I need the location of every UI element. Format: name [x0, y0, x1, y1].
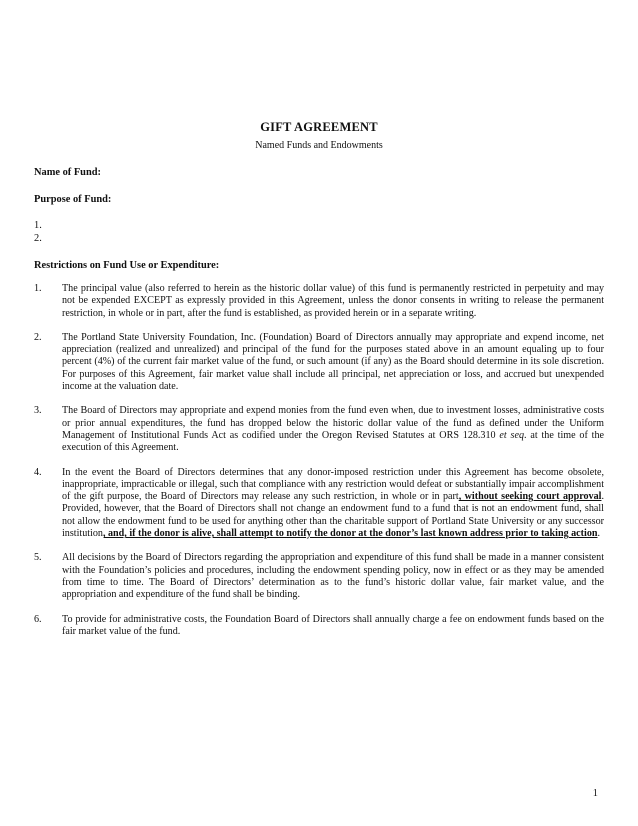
- item-text: .: [597, 528, 601, 540]
- name-of-fund-label: Name of Fund:: [34, 167, 101, 178]
- item-text: The Board of Directors may appropriate and expend monies from the fund even when, due to investment losses, administrative costs or prior annual expenditures, the fund has dropped below the historic dollar value of the fund as defined under the Uniform Management of Institutional Funds Act as codified under the Oregon Revised Statutes at ORS 128.310: [62, 405, 604, 441]
- item-text: To provide for administrative costs, the Foundation Board of Directors shall annually charge a fee on endowment funds based on the fair market value of the fund.: [62, 613, 604, 637]
- item-number: 6.: [34, 613, 42, 625]
- item-text-italic: et seq: [499, 429, 524, 441]
- restriction-item-2: [34, 332, 604, 393]
- document-subtitle: Named Funds and Endowments: [255, 140, 383, 151]
- restriction-item-4: [34, 467, 604, 541]
- restrictions-label: Restrictions on Fund Use or Expenditure:: [34, 260, 220, 271]
- item-text: . at the time of the execution of this Agreement.: [62, 429, 605, 454]
- item-text: In the event the Board of Directors determines that any donor-imposed restriction under this Agreement has become obsolete, inappropriate, impracticable or illegal, such that compliance with any restriction would defeat or substantially impair accomplishment of the gift purpose, the Board of Directors may release any such restriction, in whole or in part: [62, 466, 604, 503]
- document-title: GIFT AGREEMENT: [260, 120, 378, 134]
- purpose-of-fund-label: Purpose of Fund:: [34, 194, 112, 205]
- purpose-line-1: 1.: [34, 220, 42, 231]
- item-number: 4.: [34, 466, 42, 478]
- purpose-line-2: 2.: [34, 233, 42, 244]
- restriction-item-5: [34, 552, 604, 601]
- item-text: The principal value (also referred to herein as the historic dollar value) of this fund is permanently restricted in perpetuity and may not be expended EXCEPT as expressly provided in this Agreement, unless the donor consents in writing to release the permanent restriction, in whole or in part, after the fund is established, as provided herein or in a separate writing.: [62, 283, 604, 319]
- restrictions-list: [34, 283, 604, 650]
- item-text-underlined: , and, if the donor is alive, shall attempt to notify the donor at the donor’s last known address prior to taking action: [102, 528, 598, 540]
- item-text-underlined: , without seeking court approval: [458, 491, 602, 503]
- restriction-item-1: [34, 283, 604, 320]
- item-number: 2.: [34, 331, 42, 343]
- item-number: 1.: [34, 283, 42, 294]
- page-number: 1: [592, 788, 598, 799]
- item-text: . Provided, however, that the Board of Directors shall not change an endowment fund to a fund that is not an endowment fund, shall not allow the endowment fund to be used for anything other than the charitable support of Portland State University or any successor institution: [62, 491, 604, 540]
- item-number: 3.: [34, 405, 42, 417]
- restriction-item-3: [34, 405, 604, 454]
- item-text: All decisions by the Board of Directors regarding the appropriation and expenditure of this fund shall be made in a manner consistent with the Foundation’s policies and procedures, including the endowment spending policy, now in effect or as they may be amended from time to time. The Board of Directors’ determination as to the fund’s historic dollar value, fair market value, and the appropriation and expenditure of the fund shall be binding.: [62, 552, 604, 601]
- item-text: The Portland State University Foundation, Inc. (Foundation) Board of Directors annually may appropriate and expend income, net appreciation (realized and unrealized) and principal of the fund for the purposes stated above in an amount equaling up to four percent (4%) of the current fair market value of the fund, or such amount (if any) as the Board should determine in its sole discretion. For purposes of this Agreement, fair market value shall include all principal, net appreciation or loss, and accrued but unexpended income at the valuation date.: [62, 331, 604, 393]
- restriction-item-6: [34, 614, 604, 639]
- item-number: 5.: [34, 552, 42, 564]
